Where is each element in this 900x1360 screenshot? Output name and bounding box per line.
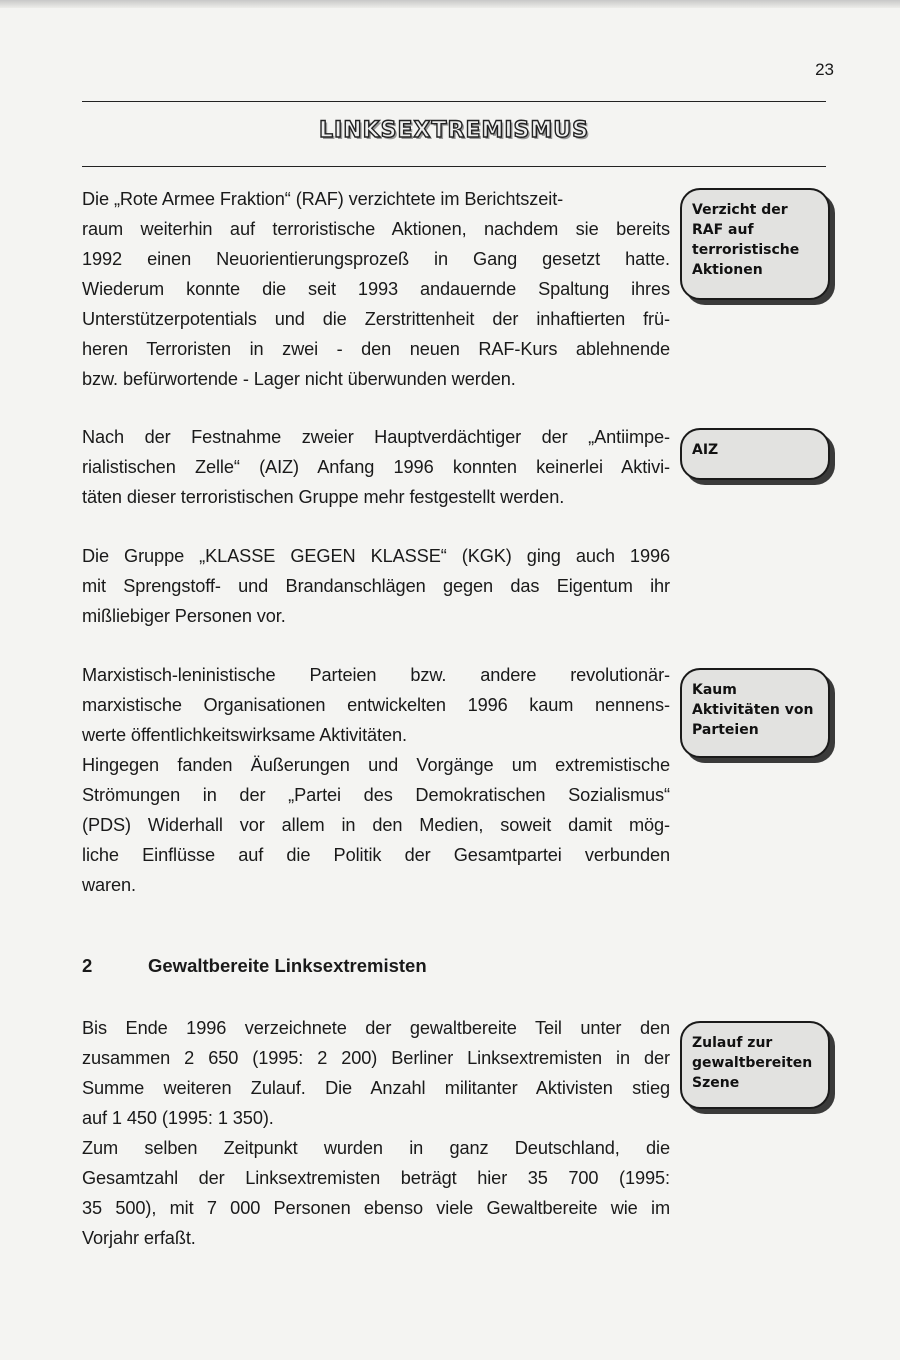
- text-line: bzw. befürwortende - Lager nicht überwunden werden.: [82, 369, 516, 389]
- text-line: waren.: [82, 875, 136, 895]
- margin-note-zulauf: [680, 1021, 830, 1109]
- margin-note-line: Zulauf zur: [692, 1035, 773, 1051]
- text-line: Unterstützerpotentials und die Zerstrittenheit der inhaftierten frü-: [82, 309, 670, 329]
- margin-note-line: Szene: [692, 1075, 740, 1091]
- text-line: raum weiterhin auf terroristische Aktionen, nachdem sie bereits: [82, 219, 670, 239]
- text-line: rialistischen Zelle“ (AIZ) Anfang 1996 konnten keinerlei Aktivi-: [82, 457, 670, 477]
- margin-note-raf: [680, 188, 830, 300]
- text-line: Die „Rote Armee Fraktion“ (RAF) verzichtete im Berichtszeit-: [82, 189, 564, 209]
- paragraph-parteien: [82, 660, 670, 900]
- margin-note-line: gewaltbereiten: [692, 1055, 813, 1071]
- text-line: heren Terroristen in zwei - den neuen RAF-Kurs ablehnende: [82, 339, 670, 359]
- text-line: Zum selben Zeitpunkt wurden in ganz Deutschland, die: [82, 1138, 670, 1158]
- text-line: mißliebiger Personen vor.: [82, 606, 286, 626]
- page-title: LINKSEXTREMISMUS: [319, 118, 589, 143]
- text-line: zusammen 2 650 (1995: 2 200) Berliner Linksextremisten in der: [82, 1048, 670, 1068]
- text-line: Vorjahr erfaßt.: [82, 1228, 196, 1248]
- text-line: Nach der Festnahme zweier Hauptverdächtiger der „Antiimpe-: [82, 427, 670, 447]
- margin-note-line: terroristische: [692, 242, 800, 258]
- margin-note-line: Aktivitäten von: [692, 702, 814, 718]
- paragraph-aiz: [82, 422, 670, 512]
- text-line: Die Gruppe „KLASSE GEGEN KLASSE“ (KGK) ging auch 1996: [82, 546, 670, 566]
- text-line: 35 500), mit 7 000 Personen ebenso viele Gewaltbereite wie im: [82, 1198, 670, 1218]
- paragraph-raf: [82, 184, 670, 394]
- margin-note-parteien: [680, 668, 830, 758]
- margin-note-line: Verzicht der: [692, 202, 788, 218]
- text-line: auf 1 450 (1995: 1 350).: [82, 1108, 274, 1128]
- margin-note-line: AIZ: [692, 442, 719, 458]
- paragraph-kgk: [82, 541, 670, 631]
- text-line: werte öffentlichkeitswirksame Aktivitäten.: [82, 725, 407, 745]
- text-line: Wiederum konnte die seit 1993 andauernde Spaltung ihres: [82, 279, 670, 299]
- section-number: 2: [82, 955, 93, 976]
- text-line: Summe weiteren Zulauf. Die Anzahl militanter Aktivisten stieg: [82, 1078, 670, 1098]
- text-line: Marxistisch-leninistische Parteien bzw. andere revolutionär-: [82, 665, 670, 685]
- paragraph-gewaltbereite: [82, 1013, 670, 1253]
- section-heading: [82, 955, 427, 977]
- text-line: Hingegen fanden Äußerungen und Vorgänge um extremistische: [82, 755, 670, 775]
- text-line: marxistische Organisationen entwickelten 1996 kaum nennens-: [82, 695, 670, 715]
- scan-top-edge: [0, 0, 900, 8]
- header-rule-bottom: [82, 166, 826, 167]
- text-line: Strömungen in der „Partei des Demokratischen Sozialismus“: [82, 785, 670, 805]
- margin-note-aiz: [680, 428, 830, 480]
- margin-note-line: Kaum: [692, 682, 737, 698]
- text-line: mit Sprengstoff- und Brandanschlägen gegen das Eigentum ihr: [82, 576, 670, 596]
- text-line: liche Einflüsse auf die Politik der Gesamtpartei verbunden: [82, 845, 670, 865]
- text-line: Gesamtzahl der Linksextremisten beträgt hier 35 700 (1995:: [82, 1168, 670, 1188]
- page-number: 23: [815, 60, 834, 79]
- text-line: Bis Ende 1996 verzeichnete der gewaltbereite Teil unter den: [82, 1018, 670, 1038]
- text-line: täten dieser terroristischen Gruppe mehr festgestellt werden.: [82, 487, 565, 507]
- text-line: 1992 einen Neuorientierungsprozeß in Gang gesetzt hatte.: [82, 249, 670, 269]
- margin-note-line: Parteien: [692, 722, 759, 738]
- header-rule-top: [82, 101, 826, 102]
- margin-note-line: Aktionen: [692, 262, 763, 278]
- margin-note-line: RAF auf: [692, 222, 754, 238]
- text-line: (PDS) Widerhall vor allem in den Medien, soweit damit mög-: [82, 815, 670, 835]
- section-title: Gewaltbereite Linksextremisten: [148, 955, 427, 976]
